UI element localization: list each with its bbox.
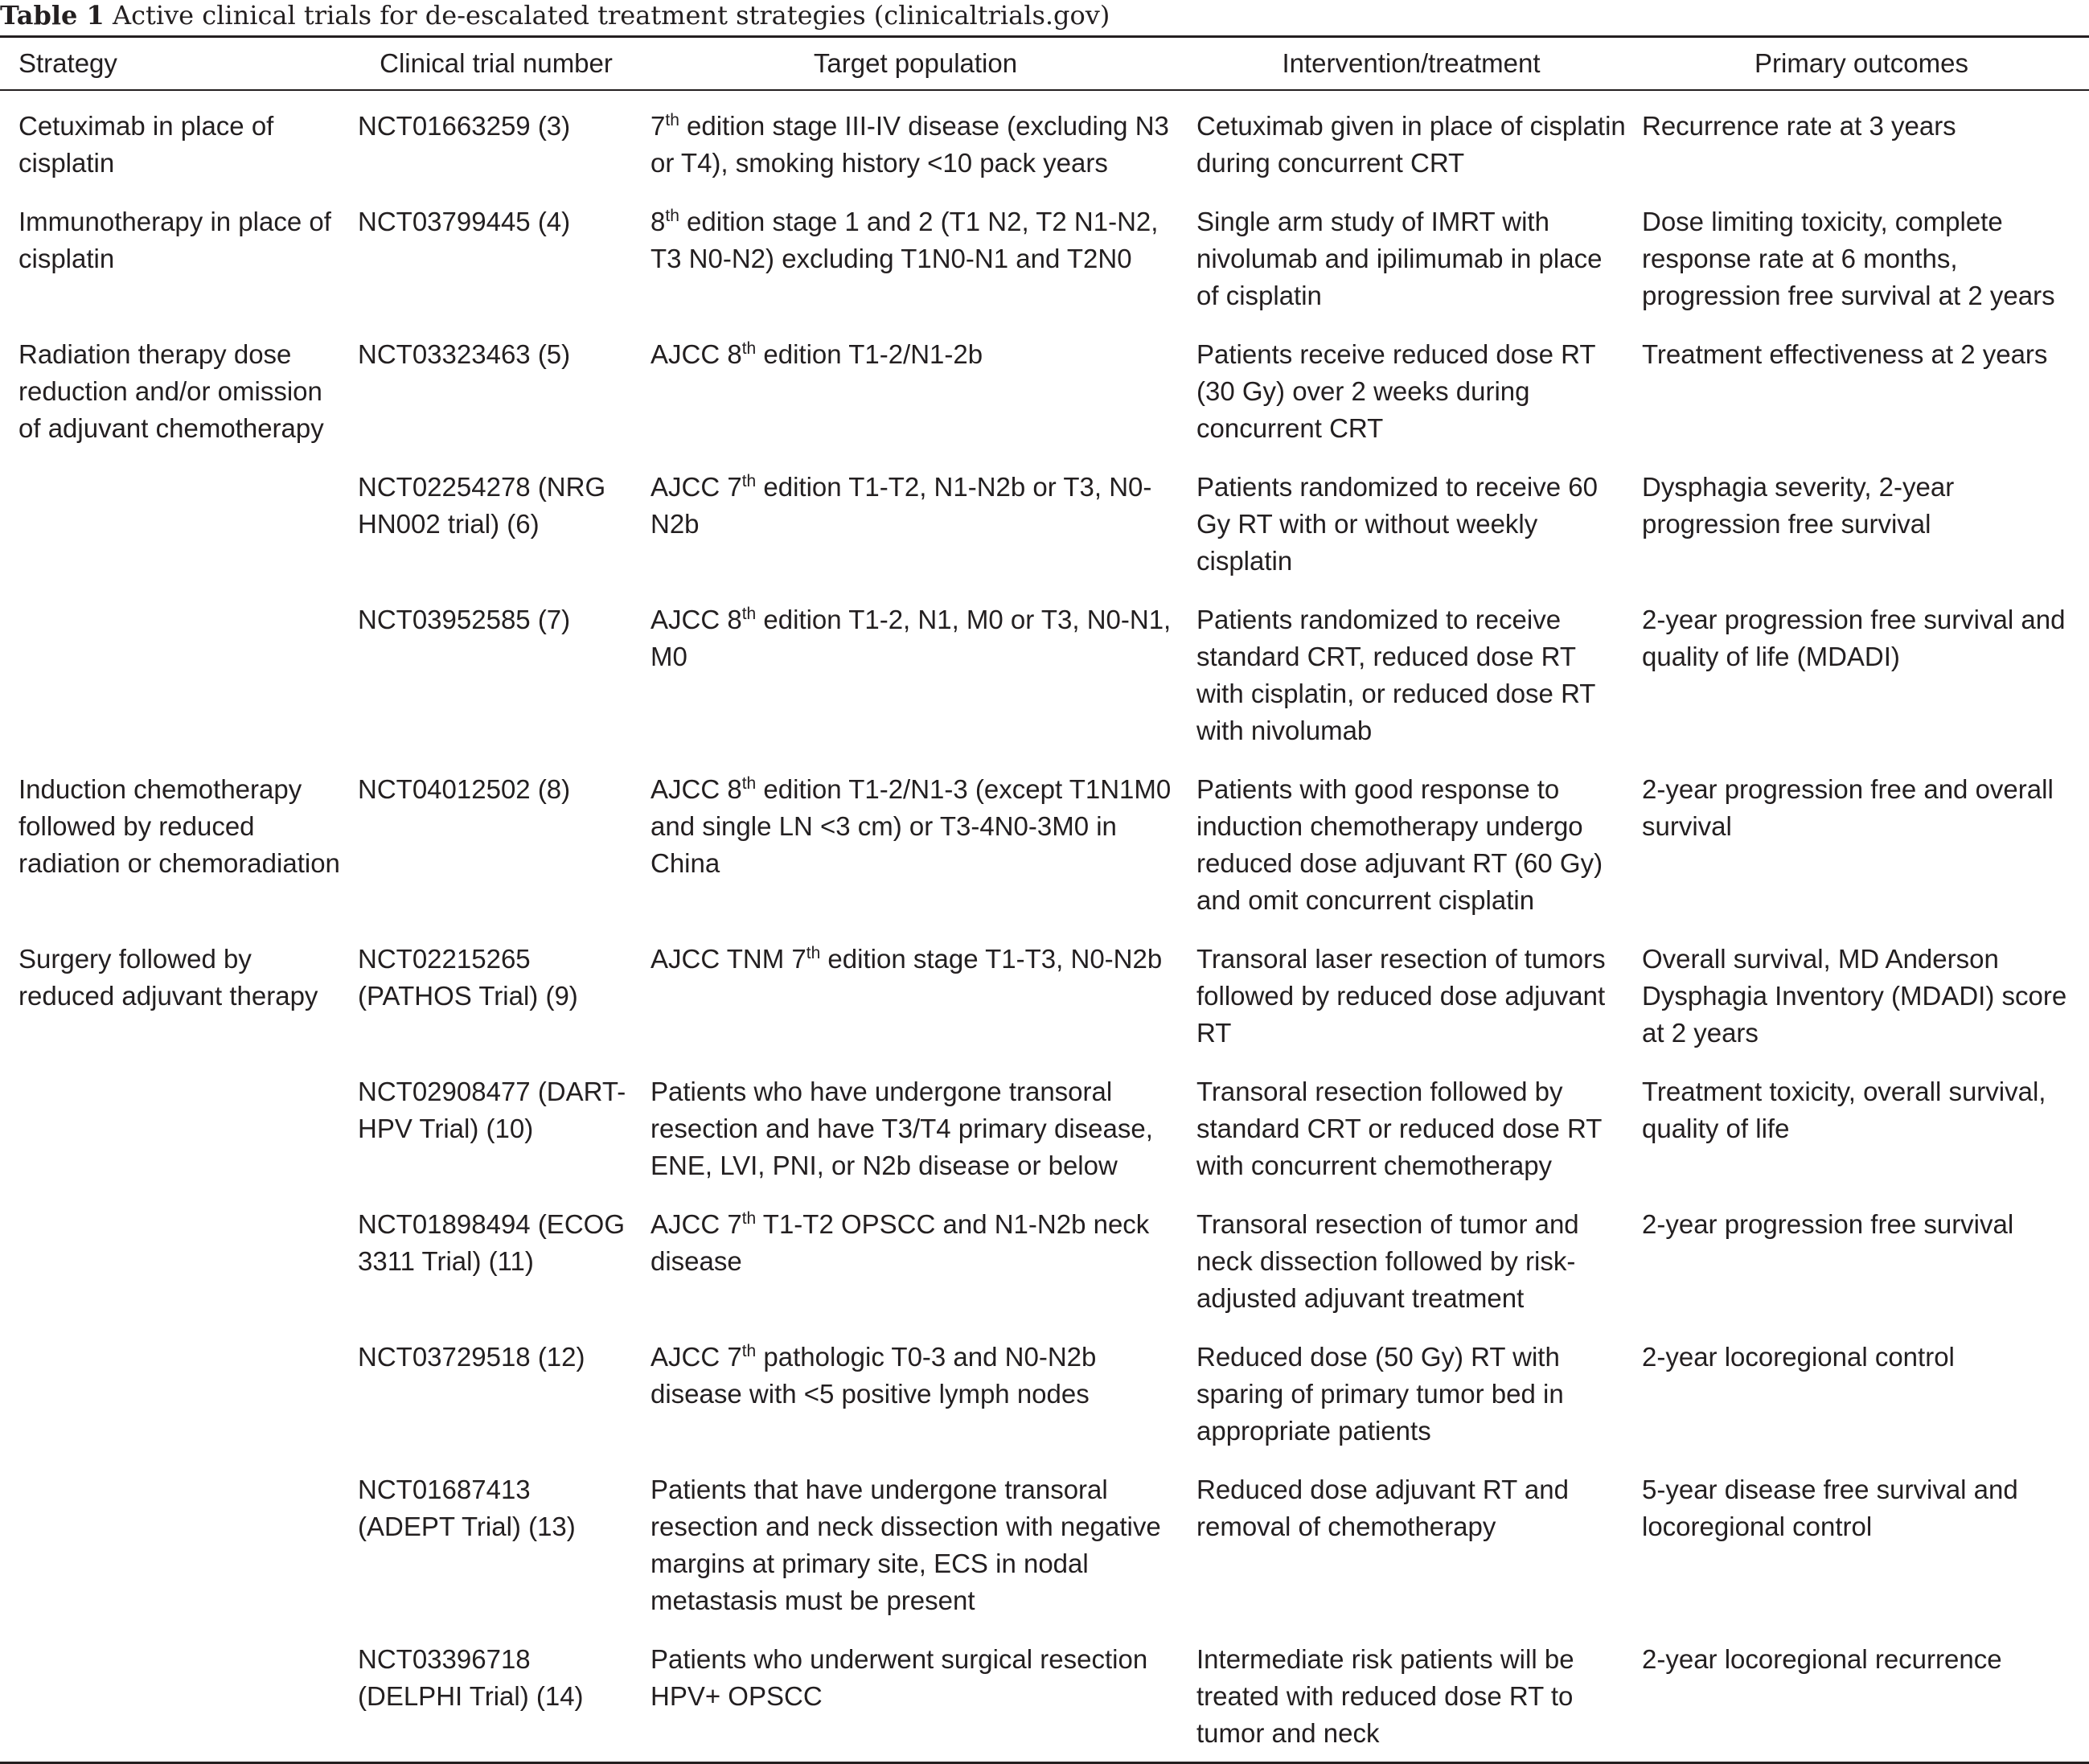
intervention-cell: Transoral resection followed by standard CRT or reduced dose RT with concurrent chemotherapy <box>1196 1077 1602 1180</box>
target-population-cell <box>642 1328 1188 1461</box>
intervention-cell: Patients with good response to induction chemotherapy undergo reduced dose adjuvant RT (60 Gy) and omit concurrent cisplatin <box>1196 774 1603 915</box>
population-text: AJCC TNM 7 <box>651 944 806 974</box>
trial-number-cell: NCT02908477 (DART-HPV Trial) (10) <box>358 1077 626 1143</box>
strategy-cell: Surgery followed by reduced adjuvant therapy <box>18 944 318 1011</box>
target-population-cell <box>642 591 1188 761</box>
population-text: Patients who have undergone transoral resection and have T3/T4 primary disease, ENE, LVI, PNI, or N2b disease or below <box>651 1077 1153 1180</box>
primary-outcomes-cell: 2-year locoregional control <box>1642 1342 1955 1372</box>
primary-outcomes-cell: 2-year progression free survival <box>1642 1209 2014 1239</box>
strategy-cell <box>0 1063 350 1196</box>
primary-outcomes-cell: Treatment toxicity, overall survival, quality of life <box>1642 1077 2046 1143</box>
table-row <box>0 90 2089 193</box>
edition-ordinal-superscript: th <box>741 774 757 793</box>
table-row <box>0 591 2089 761</box>
edition-ordinal-superscript: th <box>741 339 757 358</box>
edition-ordinal-superscript: th <box>665 111 679 129</box>
table-row <box>0 458 2089 591</box>
population-text: AJCC 8 <box>651 774 742 804</box>
trial-number-cell: NCT04012502 (8) <box>358 774 571 804</box>
population-text: AJCC 7 <box>651 1342 742 1372</box>
column-header-primary-outcomes: Primary outcomes <box>1755 48 1968 78</box>
population-text: 7 <box>651 111 666 141</box>
edition-ordinal-superscript: th <box>741 1209 757 1228</box>
intervention-cell: Patients randomized to receive 60 Gy RT with or without weekly cisplatin <box>1196 472 1598 576</box>
intervention-cell: Patients receive reduced dose RT (30 Gy) over 2 weeks during concurrent CRT <box>1196 339 1595 443</box>
target-population-cell <box>642 326 1188 458</box>
column-header-strategy: Strategy <box>18 48 117 78</box>
population-text: AJCC 8 <box>651 339 742 369</box>
table-caption <box>0 0 1110 31</box>
target-population-cell <box>642 458 1188 591</box>
edition-ordinal-superscript: th <box>741 1342 757 1360</box>
table-row <box>0 1461 2089 1631</box>
column-header-trial-number: Clinical trial number <box>380 48 613 78</box>
population-text-continued: edition T1-2/N1-2b <box>756 339 983 369</box>
table-row <box>0 1196 2089 1328</box>
intervention-cell: Intermediate risk patients will be treated with reduced dose RT to tumor and neck <box>1196 1644 1574 1748</box>
intervention-cell: Reduced dose adjuvant RT and removal of chemotherapy <box>1196 1475 1569 1541</box>
primary-outcomes-cell: 2-year locoregional recurrence <box>1642 1644 2002 1674</box>
population-text: AJCC 8 <box>651 605 742 634</box>
trial-number-cell: NCT01898494 (ECOG 3311 Trial) (11) <box>358 1209 625 1276</box>
edition-ordinal-superscript: th <box>741 472 757 490</box>
strategy-cell <box>0 1328 350 1461</box>
primary-outcomes-cell: Treatment effectiveness at 2 years <box>1642 339 2048 369</box>
strategy-cell: Cetuximab in place of cisplatin <box>18 111 274 178</box>
population-text-continued: edition T1-2, N1, M0 or T3, N0-N1, M0 <box>651 605 1172 671</box>
strategy-cell <box>0 1631 350 1763</box>
intervention-cell: Cetuximab given in place of cisplatin during concurrent CRT <box>1196 111 1626 178</box>
target-population-cell <box>642 1196 1188 1328</box>
population-text-continued: edition T1-2/N1-3 (except T1N1M0 and single LN <3 cm) or T3-4N0-3M0 in China <box>651 774 1172 878</box>
strategy-cell <box>0 591 350 761</box>
target-population-cell <box>642 1631 1188 1763</box>
strategy-cell <box>0 1196 350 1328</box>
intervention-cell: Patients randomized to receive standard CRT, reduced dose RT with cisplatin, or reduced dose RT with nivolumab <box>1196 605 1595 745</box>
primary-outcomes-cell: Dose limiting toxicity, complete response rate at 6 months, progression free survival at 2 years <box>1642 207 2055 310</box>
edition-ordinal-superscript: th <box>741 605 757 623</box>
edition-ordinal-superscript: th <box>806 944 821 962</box>
table-body <box>0 90 2089 1763</box>
target-population-cell <box>642 193 1188 326</box>
target-population-cell <box>642 1063 1188 1196</box>
strategy-cell: Immunotherapy in place of cisplatin <box>18 207 331 273</box>
primary-outcomes-cell: 2-year progression free survival and quality of life (MDADI) <box>1642 605 2066 671</box>
population-text-continued: pathologic T0-3 and N0-N2b disease with <5 positive lymph nodes <box>651 1342 1097 1409</box>
trial-number-cell: NCT03323463 (5) <box>358 339 571 369</box>
header-row <box>0 37 2089 91</box>
table-row <box>0 761 2089 930</box>
table-row <box>0 1631 2089 1763</box>
population-text-continued: edition stage T1-T3, N0-N2b <box>820 944 1163 974</box>
intervention-cell: Transoral resection of tumor and neck dissection followed by risk-adjusted adjuvant treatment <box>1196 1209 1579 1313</box>
clinical-trials-table <box>0 35 2089 1764</box>
trial-number-cell: NCT03799445 (4) <box>358 207 571 236</box>
trial-number-cell: NCT03396718 (DELPHI Trial) (14) <box>358 1644 584 1711</box>
population-text-continued: edition stage III-IV disease (excluding N3 or T4), smoking history <10 pack years <box>651 111 1169 178</box>
column-header-intervention: Intervention/treatment <box>1282 48 1541 78</box>
table-row <box>0 1063 2089 1196</box>
trial-number-cell: NCT02254278 (NRG HN002 trial) (6) <box>358 472 606 539</box>
population-text-continued: edition T1-T2, N1-N2b or T3, N0-N2b <box>651 472 1152 539</box>
target-population-cell <box>642 761 1188 930</box>
intervention-cell: Transoral laser resection of tumors followed by reduced dose adjuvant RT <box>1196 944 1606 1048</box>
table-caption-text: Active clinical trials for de-escalated treatment strategies (clinicaltrials.gov) <box>112 0 1110 31</box>
target-population-cell <box>642 90 1188 193</box>
target-population-cell <box>642 930 1188 1063</box>
primary-outcomes-cell: Overall survival, MD Anderson Dysphagia Inventory (MDADI) score at 2 years <box>1642 944 2067 1048</box>
strategy-cell <box>0 1461 350 1631</box>
table-row <box>0 326 2089 458</box>
population-text-continued: T1-T2 OPSCC and N1-N2b neck disease <box>651 1209 1150 1276</box>
trial-number-cell: NCT03952585 (7) <box>358 605 571 634</box>
column-header-target-population: Target population <box>813 48 1018 78</box>
table-header <box>0 37 2089 91</box>
primary-outcomes-cell: 5-year disease free survival and locoregional control <box>1642 1475 2018 1541</box>
trial-number-cell: NCT02215265 (PATHOS Trial) (9) <box>358 944 578 1011</box>
trial-number-cell: NCT03729518 (12) <box>358 1342 585 1372</box>
population-text: AJCC 7 <box>651 472 742 502</box>
population-text-continued: edition stage 1 and 2 (T1 N2, T2 N1-N2, T3 N0-N2) excluding T1N0-N1 and T2N0 <box>651 207 1159 273</box>
edition-ordinal-superscript: th <box>665 207 679 225</box>
table-row <box>0 193 2089 326</box>
target-population-cell <box>642 1461 1188 1631</box>
strategy-cell: Radiation therapy dose reduction and/or omission of adjuvant chemotherapy <box>18 339 324 443</box>
intervention-cell: Reduced dose (50 Gy) RT with sparing of primary tumor bed in appropriate patients <box>1196 1342 1564 1446</box>
population-text: Patients that have undergone transoral resection and neck dissection with negative margins at primary site, ECS in nodal metastasis must be present <box>651 1475 1161 1615</box>
population-text: AJCC 7 <box>651 1209 742 1239</box>
table-row <box>0 1328 2089 1461</box>
trial-number-cell: NCT01663259 (3) <box>358 111 571 141</box>
intervention-cell: Single arm study of IMRT with nivolumab and ipilimumab in place of cisplatin <box>1196 207 1603 310</box>
population-text: 8 <box>651 207 666 236</box>
primary-outcomes-cell: 2-year progression free and overall survival <box>1642 774 2054 841</box>
table-row <box>0 930 2089 1063</box>
primary-outcomes-cell: Recurrence rate at 3 years <box>1642 111 1956 141</box>
table-caption-label: Table 1 <box>0 0 105 31</box>
trial-number-cell: NCT01687413 (ADEPT Trial) (13) <box>358 1475 576 1541</box>
primary-outcomes-cell: Dysphagia severity, 2-year progression free survival <box>1642 472 1955 539</box>
strategy-cell: Induction chemotherapy followed by reduced radiation or chemoradiation <box>18 774 340 878</box>
strategy-cell <box>0 458 350 591</box>
population-text: Patients who underwent surgical resection HPV+ OPSCC <box>651 1644 1148 1711</box>
